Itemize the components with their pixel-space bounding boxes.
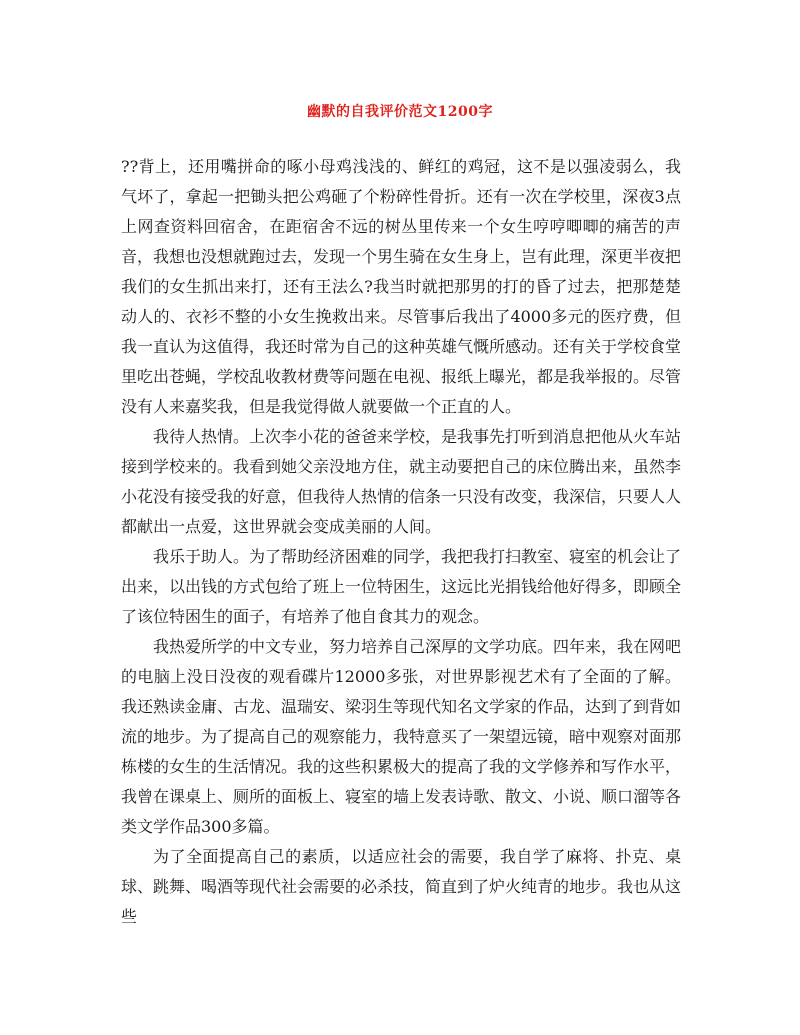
document-title: 幽默的自我评价范文1200字 [307, 104, 493, 120]
paragraph: ??背上，还用嘴拼命的啄小母鸡浅浅的、鲜红的鸡冠，这不是以强凌弱么，我气坏了，拿起一把锄头把公鸡砸了个粉碎性骨折。还有一次在学校里，深夜3点上网查资料回宿舍，在距宿舍不远的树丛里传来一个女生哼哼唧唧的痛苦的声音，我想也没想就跑过去，发现一个男生骑在女生身上，岂有此理，深更半夜把我们的女生抓出来打，还有王法么?我当时就把那男的打的昏了过去，把那楚楚动人的、衣衫不整的小女生挽救出来。尽管事后我出了4000多元的医疗费，但我一直认为这值得，我还时常为自己的这种英雄气慨所感动。还有关于学校食堂里吃出苍蝇，学校乱收教材费等问题在电视、报纸上曝光，都是我举报的。尽管没有人来嘉奖我，但是我觉得做人就要做一个正直的人。 [121, 157, 682, 416]
paragraph: 我热爱所学的中文专业，努力培养自己深厚的文学功底。四年来，我在网吧的电脑上没日没夜的观看碟片12000多张，对世界影视艺术有了全面的了解。我还熟读金庸、古龙、温瑞安、梁羽生等现代知名文学家的作品，达到了到背如流的地步。为了提高自己的观察能力，我特意买了一架望远镜，暗中观察对面那栋楼的女生的生活情况。我的这些积累极大的提高了我的文学修养和写作水平，我曾在课桌上、厕所的面板上、寝室的墙上发表诗歌、散文、小说、顺口溜等各类文学作品300多篇。 [121, 637, 682, 836]
paragraph: 我待人热情。上次李小花的爸爸来学校，是我事先打听到消息把他从火车站接到学校来的。我看到她父亲没地方住，就主动要把自己的床位腾出来，虽然李小花没有接受我的好意，但我待人热情的信条一只没有改变，我深信，只要人人都献出一点爱，这世界就会变成美丽的人间。 [121, 427, 682, 536]
paragraph: 为了全面提高自己的素质，以适应社会的需要，我自学了麻将、扑克、桌球、跳舞、喝酒等现代社会需要的必杀技，简直到了炉火纯青的地步。我也从这些 [121, 847, 682, 926]
paragraph: 我乐于助人。为了帮助经济困难的同学，我把我打扫教室、寝室的机会让了出来，以出钱的方式包给了班上一位特困生，这远比光捐钱给他好得多，即顾全了该位特困生的面子，有培养了他自食其力的观念。 [121, 547, 682, 626]
document-body [121, 152, 681, 932]
